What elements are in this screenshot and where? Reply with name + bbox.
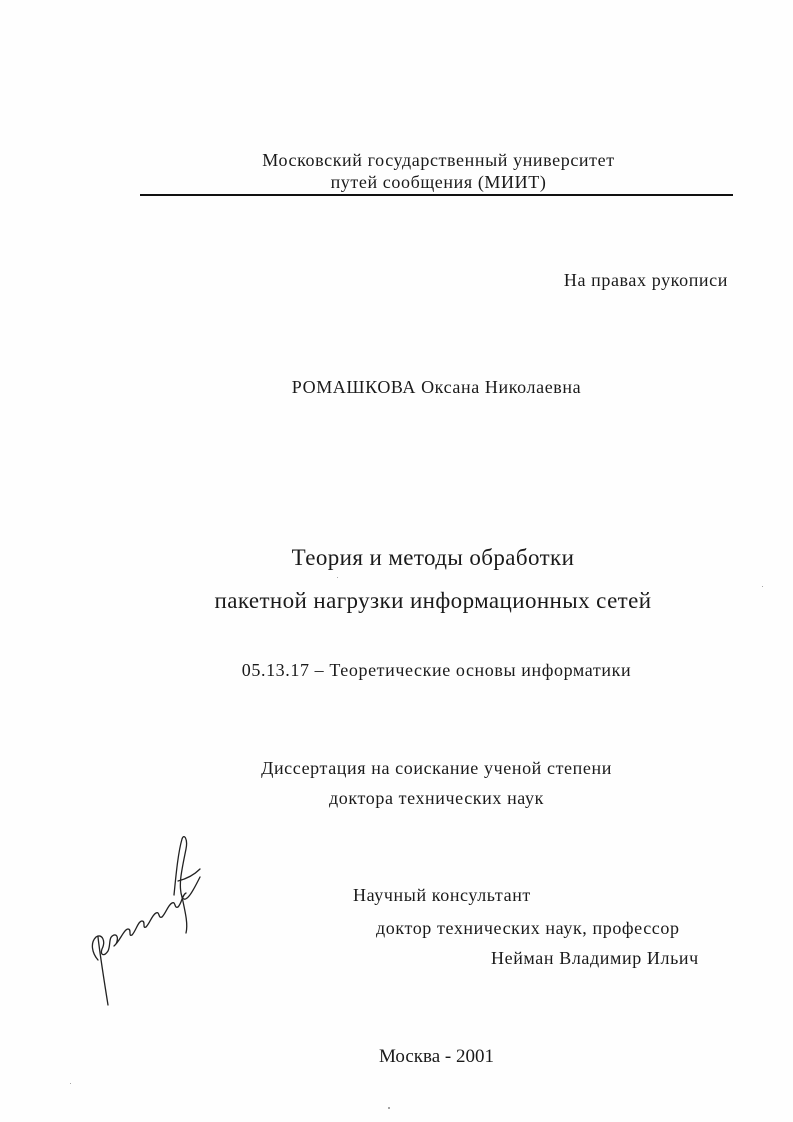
institution-line-2: путей сообщения (МИИТ)	[330, 172, 547, 192]
manuscript-note: На правах рукописи	[563, 270, 728, 290]
scan-speck	[388, 1107, 390, 1109]
scan-speck	[337, 577, 338, 578]
scan-speck	[70, 1083, 71, 1084]
handwritten-signature	[78, 825, 218, 1015]
city-year: Москва - 2001	[378, 1046, 495, 1067]
advisor-name: Нейман Владимир Ильич	[491, 948, 699, 968]
dissertation-title-line-2: пакетной нагрузки информационных сетей	[214, 588, 652, 613]
institution-line-1: Московский государственный университет	[262, 150, 615, 170]
dissertation-title-line-1: Теория и методы обработки	[291, 545, 575, 570]
header-rule	[140, 194, 733, 196]
scan-speck	[762, 586, 763, 587]
author-name: РОМАШКОВА Оксана Николаевна	[291, 377, 582, 397]
degree-line-2: доктора технических наук	[329, 788, 544, 808]
advisor-role: Научный консультант	[353, 885, 531, 905]
specialty-code: 05.13.17 – Теоретические основы информатики	[241, 660, 632, 680]
advisor-title: доктор технических наук, профессор	[376, 918, 680, 938]
degree-line-1: Диссертация на соискание ученой степени	[261, 758, 612, 778]
